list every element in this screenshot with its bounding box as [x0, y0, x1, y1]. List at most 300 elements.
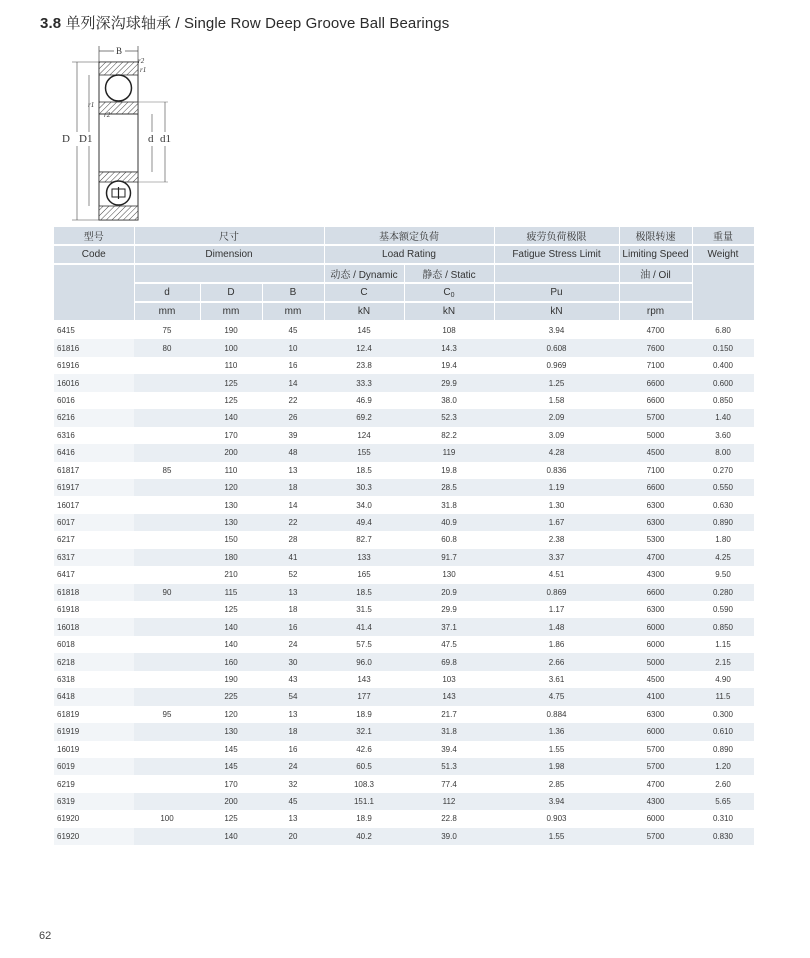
table-cell: 14	[262, 374, 324, 391]
table-row	[54, 479, 754, 496]
table-cell: 4700	[646, 326, 665, 336]
table-cell: 1.20	[692, 758, 754, 775]
table-cell: 125	[200, 374, 262, 391]
table-cell: 85	[162, 465, 172, 475]
table-cell: 13	[262, 584, 324, 601]
table-cell: 6000	[646, 640, 665, 650]
table-cell: 3.09	[548, 430, 565, 440]
table-cell: 42.6	[356, 744, 372, 754]
table-cell: 170	[224, 779, 238, 789]
table-cell: 32	[288, 779, 298, 789]
table-row	[54, 723, 754, 740]
table-cell: 11.5	[692, 688, 754, 705]
header-dynamic: 动态 / Dynamic	[324, 264, 404, 283]
table-cell: 28.5	[404, 479, 494, 496]
table-cell: 29.9	[404, 374, 494, 391]
table-cell: 1.55	[548, 744, 565, 754]
table-cell: 43	[288, 674, 298, 684]
table-cell: 18	[262, 479, 324, 496]
table-cell: 0.830	[692, 828, 754, 845]
table-row	[54, 636, 754, 653]
table-cell: 37.1	[404, 618, 494, 635]
table-cell: 16019	[57, 744, 80, 754]
table-cell: 18.9	[356, 814, 372, 824]
table-cell: 19.4	[441, 361, 457, 371]
table-cell: 2.38	[548, 535, 565, 545]
table-cell: 7100	[646, 465, 665, 475]
table-cell: 16018	[54, 618, 134, 635]
table-cell: 61816	[54, 339, 134, 356]
table-cell: 0.890	[712, 744, 734, 754]
table-cell: 16	[288, 361, 298, 371]
table-cell: 16017	[57, 500, 80, 510]
table-row	[54, 444, 754, 461]
table-cell: 31.8	[404, 723, 494, 740]
table-cell: 125	[224, 814, 238, 824]
table-cell	[134, 618, 200, 635]
table-cell	[134, 514, 200, 531]
table-cell: 45	[262, 793, 324, 810]
table-cell: 61819	[57, 709, 80, 719]
table-cell: 16	[288, 744, 298, 754]
table-cell: 140	[200, 409, 262, 426]
table-cell: 177	[324, 688, 404, 705]
table-cell: 69.8	[404, 653, 494, 670]
table-cell: 0.836	[546, 465, 567, 475]
table-cell: 190	[224, 326, 238, 336]
table-cell: 10	[262, 339, 324, 356]
table-cell: 6016	[57, 395, 75, 405]
table-cell: 210	[224, 570, 238, 580]
table-cell: 82.2	[441, 430, 457, 440]
dim-label: r2	[138, 57, 145, 65]
table-cell	[134, 828, 200, 845]
table-cell: 4700	[619, 549, 692, 566]
table-cell: 32.1	[324, 723, 404, 740]
table-cell: 6018	[57, 640, 75, 650]
table-cell: 143	[357, 674, 371, 684]
table-cell: 0.869	[494, 584, 619, 601]
table-row	[54, 793, 754, 810]
table-row	[54, 758, 754, 775]
table-cell	[134, 549, 200, 566]
table-cell: 20	[262, 828, 324, 845]
header-unit-D: mm	[200, 302, 262, 321]
table-cell: 0.890	[692, 514, 754, 531]
table-cell: 28	[288, 535, 298, 545]
table-cell	[134, 409, 200, 426]
table-cell: 13	[288, 709, 298, 719]
table-cell: 108.3	[353, 779, 375, 789]
table-cell: 69.2	[324, 409, 404, 426]
header-unit-Pu: kN	[494, 302, 619, 321]
table-cell: 75	[162, 326, 172, 336]
table-cell: 8.00	[692, 444, 754, 461]
table-cell: 6600	[619, 374, 692, 391]
table-cell: 170	[224, 430, 238, 440]
table-cell: 61920	[57, 814, 80, 824]
table-cell	[134, 357, 200, 374]
table-cell: 30	[262, 653, 324, 670]
table-cell: 6216	[54, 409, 134, 426]
header-sym-d: d	[134, 283, 200, 302]
table-cell	[134, 479, 200, 496]
table-cell: 4500	[619, 444, 692, 461]
table-cell: 77.4	[441, 779, 457, 789]
table-cell: 5000	[619, 653, 692, 670]
table-row	[54, 566, 754, 583]
table-cell: 26	[262, 409, 324, 426]
table-cell: 61917	[54, 479, 134, 496]
table-cell: 19.8	[441, 465, 457, 475]
table-cell: 3.94	[548, 326, 565, 336]
table-cell	[134, 741, 200, 758]
table-row	[54, 618, 754, 635]
table-cell: 90	[134, 584, 200, 601]
table-cell: 60.5	[324, 758, 404, 775]
table-cell: 130	[200, 723, 262, 740]
table-cell: 140	[200, 618, 262, 635]
table-cell: 6317	[54, 549, 134, 566]
table-cell: 140	[200, 828, 262, 845]
table-cell: 115	[200, 584, 262, 601]
table-cell: 119	[404, 444, 494, 461]
table-cell: 120	[200, 479, 262, 496]
header-load-rating-en: Load Rating	[324, 245, 494, 264]
table-row	[54, 374, 754, 391]
table-cell: 6600	[646, 395, 665, 405]
table-cell: 1.36	[494, 723, 619, 740]
table-cell: 145	[200, 758, 262, 775]
table-cell	[134, 531, 200, 548]
header-unit-rpm: rpm	[619, 302, 692, 321]
table-row	[54, 514, 754, 531]
table-cell: 60.8	[441, 535, 457, 545]
table-cell: 1.15	[715, 640, 731, 650]
table-cell: 125	[224, 395, 238, 405]
dim-label: D1	[79, 133, 93, 145]
header-weight-blank	[692, 264, 754, 321]
table-cell: 6217	[57, 535, 75, 545]
table-cell: 100	[200, 339, 262, 356]
dim-label: r1	[140, 66, 147, 74]
table-cell: 125	[224, 605, 238, 615]
table-cell: 3.60	[715, 430, 731, 440]
table-row	[54, 706, 754, 723]
table-cell: 0.150	[692, 339, 754, 356]
table-cell: 7100	[646, 361, 665, 371]
table-cell: 61918	[57, 605, 80, 615]
table-cell: 48	[262, 444, 324, 461]
table-cell: 6.80	[715, 326, 731, 336]
table-cell: 1.19	[494, 479, 619, 496]
table-cell: 13	[288, 465, 298, 475]
table-cell: 20.9	[404, 584, 494, 601]
table-cell: 54	[262, 688, 324, 705]
table-cell: 5700	[619, 758, 692, 775]
header-unit-d: mm	[134, 302, 200, 321]
table-row	[54, 549, 754, 566]
table-cell: 6218	[54, 653, 134, 670]
table-cell: 3.94	[494, 793, 619, 810]
table-row	[54, 392, 754, 409]
table-cell: 6319	[54, 793, 134, 810]
table-cell: 6300	[619, 514, 692, 531]
table-cell: 7600	[619, 339, 692, 356]
table-cell	[134, 636, 200, 653]
table-cell	[134, 444, 200, 461]
table-cell	[134, 775, 200, 792]
table-cell: 14.3	[404, 339, 494, 356]
table-cell: 82.7	[356, 535, 372, 545]
header-fatigue-en: Fatigue Stress Limit	[494, 245, 619, 264]
header-sym-B: B	[262, 283, 324, 302]
table-cell	[134, 688, 200, 705]
header-sym-Pu: Pu	[494, 283, 619, 302]
table-row	[54, 462, 754, 479]
table-row	[54, 496, 754, 513]
table-cell: 91.7	[404, 549, 494, 566]
table-cell: 112	[404, 793, 494, 810]
table-cell: 23.8	[356, 361, 372, 371]
table-cell: 150	[224, 535, 238, 545]
table-cell: 4300	[646, 570, 665, 580]
table-cell: 2.15	[692, 653, 754, 670]
table-cell: 38.0	[441, 395, 457, 405]
table-cell: 0.969	[546, 361, 567, 371]
table-cell: 47.5	[441, 640, 457, 650]
table-cell: 110	[224, 361, 238, 371]
header-sym-C: C	[324, 283, 404, 302]
table-cell: 61818	[54, 584, 134, 601]
table-cell: 155	[324, 444, 404, 461]
table-cell: 160	[200, 653, 262, 670]
table-row	[54, 409, 754, 426]
table-cell: 0.850	[692, 618, 754, 635]
table-cell: 1.40	[692, 409, 754, 426]
table-cell: 1.67	[494, 514, 619, 531]
table-cell: 6000	[619, 618, 692, 635]
table-cell: 21.7	[441, 709, 457, 719]
table-cell: 18	[262, 723, 324, 740]
table-cell: 1.25	[494, 374, 619, 391]
table-cell: 39.4	[441, 744, 457, 754]
header-code-cn: 型号	[54, 227, 134, 245]
table-cell	[134, 653, 200, 670]
header-unit-B: mm	[262, 302, 324, 321]
header-sym-C0: $C_0$	[404, 283, 494, 302]
table-cell: 30.3	[324, 479, 404, 496]
table-cell: 200	[200, 444, 262, 461]
table-cell: 95	[162, 709, 172, 719]
table-row	[54, 531, 754, 548]
table-cell: 0.270	[712, 465, 734, 475]
table-cell: 1.17	[548, 605, 565, 615]
table-cell: 0.600	[692, 374, 754, 391]
table-cell: 4.28	[494, 444, 619, 461]
table-cell: 16016	[54, 374, 134, 391]
table-cell: 0.590	[712, 605, 734, 615]
table-cell: 80	[134, 339, 200, 356]
table-cell: 5700	[619, 409, 692, 426]
table-cell: 4700	[646, 779, 665, 789]
table-cell: 140	[224, 640, 238, 650]
header-code-en: Code	[54, 245, 134, 264]
table-cell: 4.25	[692, 549, 754, 566]
header-load-rating-cn: 基本额定负荷	[324, 227, 494, 245]
table-cell: 16	[262, 618, 324, 635]
table-cell: 51.3	[404, 758, 494, 775]
table-cell	[134, 758, 200, 775]
table-cell: 3.61	[548, 674, 565, 684]
table-cell: 124	[357, 430, 371, 440]
table-cell: 6000	[646, 814, 665, 824]
header-speed-cn: 极限转速	[619, 227, 692, 245]
table-cell: 1.48	[494, 618, 619, 635]
table-cell: 29.9	[441, 605, 457, 615]
table-cell: 0.608	[494, 339, 619, 356]
table-cell: 57.5	[356, 640, 372, 650]
table-cell: 41	[262, 549, 324, 566]
dim-label: r2	[104, 111, 111, 119]
table-cell	[134, 496, 200, 513]
table-cell	[134, 374, 200, 391]
table-cell	[134, 427, 200, 444]
table-row	[54, 688, 754, 705]
table-cell: 200	[200, 793, 262, 810]
header-fatigue-cn: 疲劳负荷极限	[494, 227, 619, 245]
table-row	[54, 653, 754, 670]
table-cell	[134, 793, 200, 810]
table-cell: 34.0	[356, 500, 372, 510]
table-cell: 180	[200, 549, 262, 566]
table-cell: 130	[200, 514, 262, 531]
dim-label: d	[148, 133, 154, 145]
header-unit-C: kN	[324, 302, 404, 321]
table-cell: 1.86	[548, 640, 565, 650]
table-cell: 31.5	[356, 605, 372, 615]
table-cell: 130	[224, 500, 238, 510]
table-cell: 24	[262, 758, 324, 775]
table-cell: 61916	[57, 361, 80, 371]
table-cell: 18.5	[324, 584, 404, 601]
table-cell: 4500	[646, 674, 665, 684]
table-cell: 0.550	[692, 479, 754, 496]
table-cell: 5.65	[692, 793, 754, 810]
table-cell: 14	[288, 500, 298, 510]
table-row	[54, 427, 754, 444]
table-cell: 61919	[54, 723, 134, 740]
table-cell: 0.850	[712, 395, 734, 405]
table-cell	[134, 392, 200, 409]
table-cell: 22.8	[441, 814, 457, 824]
table-cell: 0.400	[712, 361, 734, 371]
table-cell: 2.85	[548, 779, 565, 789]
header-sym-speed-blank	[619, 283, 692, 302]
table-cell: 6417	[57, 570, 75, 580]
table-row	[54, 775, 754, 792]
table-cell: 1.30	[548, 500, 565, 510]
header-fatigue-blank	[494, 264, 619, 283]
dim-label: D	[62, 133, 70, 145]
bearing-specs-table	[54, 227, 755, 845]
table-cell: 6418	[54, 688, 134, 705]
table-cell: 0.300	[712, 709, 734, 719]
table-cell: 49.4	[324, 514, 404, 531]
table-cell: 46.9	[356, 395, 372, 405]
table-cell: 9.50	[715, 570, 731, 580]
table-cell: 6000	[619, 723, 692, 740]
table-cell: 4.51	[548, 570, 565, 580]
table-cell: 133	[324, 549, 404, 566]
table-cell: 6316	[57, 430, 75, 440]
table-row	[54, 584, 754, 601]
table-cell: 120	[224, 709, 238, 719]
header-dim-blank	[134, 264, 324, 283]
section-number: 3.8	[40, 15, 62, 32]
table-cell: 4100	[619, 688, 692, 705]
table-cell: 1.80	[715, 535, 731, 545]
table-cell: 31.8	[441, 500, 457, 510]
table-cell: 6415	[57, 326, 75, 336]
header-weight-cn: 重量	[692, 227, 754, 245]
table-cell: 13	[288, 814, 298, 824]
table-row	[54, 339, 754, 356]
table-cell: 4300	[619, 793, 692, 810]
table-row	[54, 741, 754, 758]
table-cell: 52.3	[404, 409, 494, 426]
table-cell: 103	[442, 674, 456, 684]
table-cell: 39.0	[404, 828, 494, 845]
table-cell: 6219	[57, 779, 75, 789]
table-cell: 108	[442, 326, 456, 336]
table-body	[54, 321, 754, 845]
header-speed-en: Limiting Speed	[619, 245, 692, 264]
header-static: 静态 / Static	[404, 264, 494, 283]
table-cell: 1.55	[494, 828, 619, 845]
table-cell: 45	[288, 326, 298, 336]
table-cell: 6300	[646, 500, 665, 510]
header-oil: 油 / Oil	[619, 264, 692, 283]
table-cell: 110	[224, 465, 238, 475]
table-cell: 18.9	[356, 709, 372, 719]
table-cell	[134, 723, 200, 740]
bearing-cross-section-diagram	[52, 42, 177, 222]
table-cell: 143	[404, 688, 494, 705]
table-cell: 61817	[57, 465, 80, 475]
table-cell: 33.3	[324, 374, 404, 391]
dim-label: d1	[160, 133, 171, 145]
section-title: 单列深沟球轴承 / Single Row Deep Groove Ball Bearings	[65, 15, 450, 32]
table-cell: 18.5	[356, 465, 372, 475]
table-cell: 165	[357, 570, 371, 580]
table-cell: 24	[288, 640, 298, 650]
table-cell: 0.610	[692, 723, 754, 740]
table-cell: 3.37	[494, 549, 619, 566]
table-cell: 145	[224, 744, 238, 754]
table-cell: 100	[160, 814, 174, 824]
table-row	[54, 828, 754, 845]
table-cell: 5300	[646, 535, 665, 545]
table-cell: 22	[288, 395, 298, 405]
table-cell: 40.9	[404, 514, 494, 531]
table-cell: 6600	[619, 584, 692, 601]
table-cell: 6300	[646, 605, 665, 615]
table-row	[54, 810, 754, 827]
table-row	[54, 671, 754, 688]
table-cell: 2.09	[494, 409, 619, 426]
table-cell: 40.2	[324, 828, 404, 845]
